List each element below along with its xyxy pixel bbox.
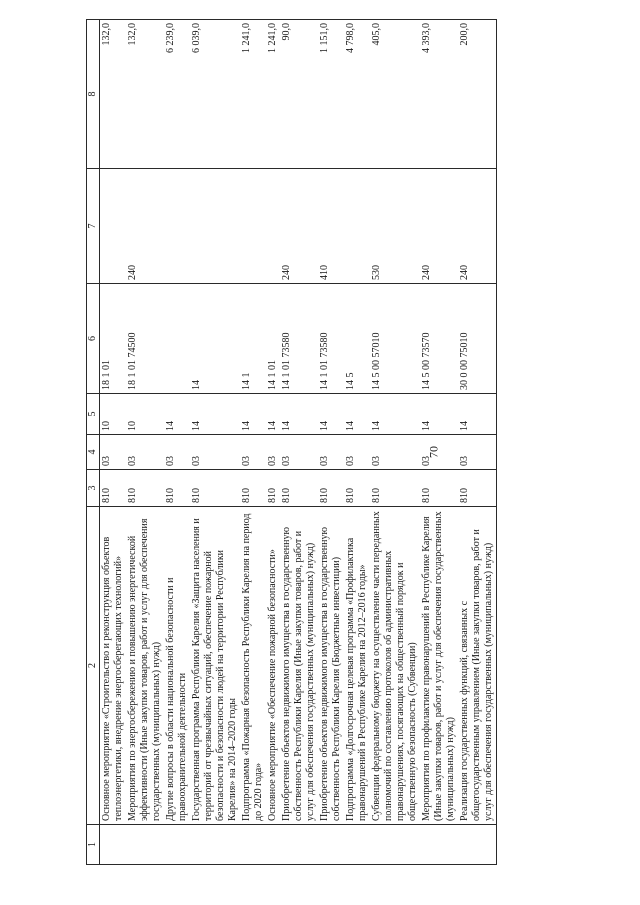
budget-table — [86, 19, 497, 865]
row-subsection-code-cell: 14 — [420, 394, 458, 435]
row-expense-type-cell: 240 — [420, 169, 458, 284]
row-ministry-code-cell: 810 — [420, 470, 458, 507]
row-target-article-cell: 14 1 01 73580 — [318, 284, 344, 394]
table-row — [458, 20, 497, 865]
table-row — [190, 20, 240, 865]
table-row — [164, 20, 190, 865]
row-target-article-cell: 14 1 01 — [266, 284, 280, 394]
row-section-code-cell: 03 — [280, 435, 318, 470]
row-amount-cell: 1 241,0 — [240, 20, 266, 169]
row-expense-type-cell: 530 — [370, 169, 420, 284]
row-target-article-cell: 18 1 01 — [100, 284, 127, 394]
row-expense-type-cell: 240 — [458, 169, 497, 284]
row-target-article-cell: 14 — [190, 284, 240, 394]
row-name-cell: Другие вопросы в области национальной безопасности и правоохранительной деятельности — [164, 507, 190, 825]
row-name-cell: Реализация государственных функций, связанных с общегосударственным управлением (Иные закупки товаров, работ и услуг для обеспечения государственных (муниципальных) нужд) — [458, 507, 497, 825]
row-target-article-cell — [164, 284, 190, 394]
row-subsection-code-cell: 14 — [164, 394, 190, 435]
row-section-code-cell: 03 — [126, 435, 164, 470]
table-row — [420, 20, 458, 865]
row-ministry-code-cell: 810 — [458, 470, 497, 507]
row-amount-cell: 4 393,0 — [420, 20, 458, 169]
row-target-article-cell: 14 5 00 73570 — [420, 284, 458, 394]
row-subsection-code-cell: 10 — [126, 394, 164, 435]
row-name-cell: Подпрограмма «Пожарная безопасность Республики Карелия на период до 2020 года» — [240, 507, 266, 825]
header-col-3: 3 — [87, 470, 100, 507]
row-section-code-cell: 03 — [190, 435, 240, 470]
row-number-cell — [240, 825, 266, 865]
row-name-cell: Подпрограмма «Долгосрочная целевая программа «Профилактика правонарушений в Республике Карелия на 2012–2016 годы» — [344, 507, 370, 825]
row-section-code-cell: 03 — [240, 435, 266, 470]
row-section-code-cell: 03 — [266, 435, 280, 470]
header-col-5: 5 — [87, 394, 100, 435]
row-expense-type-cell — [344, 169, 370, 284]
row-subsection-code-cell: 14 — [280, 394, 318, 435]
row-number-cell — [420, 825, 458, 865]
page-number: 70 — [426, 446, 441, 458]
row-number-cell — [100, 825, 127, 865]
table-header-row — [87, 20, 100, 865]
row-target-article-cell: 30 0 00 75010 — [458, 284, 497, 394]
row-section-code-cell: 03 — [344, 435, 370, 470]
budget-table-sheet — [86, 20, 626, 865]
row-name-cell: Мероприятия по профилактике правонарушений в Республике Карелия (Иные закупки товаров, работ и услуг для обеспечения государственных (муниципальных) нужд) — [420, 507, 458, 825]
row-target-article-cell: 14 5 00 57010 — [370, 284, 420, 394]
row-subsection-code-cell: 14 — [370, 394, 420, 435]
row-expense-type-cell: 240 — [126, 169, 164, 284]
row-amount-cell: 200,0 — [458, 20, 497, 169]
row-expense-type-cell — [164, 169, 190, 284]
row-number-cell — [126, 825, 164, 865]
row-number-cell — [280, 825, 318, 865]
row-ministry-code-cell: 810 — [126, 470, 164, 507]
row-target-article-cell: 14 5 — [344, 284, 370, 394]
row-subsection-code-cell: 14 — [266, 394, 280, 435]
header-col-4: 4 — [87, 435, 100, 470]
row-number-cell — [318, 825, 344, 865]
row-name-cell: Приобретение объектов недвижимого имущества в государственную собственность Республики Карелия (Бюджетные инвестиции) — [318, 507, 344, 825]
row-target-article-cell: 18 1 01 74500 — [126, 284, 164, 394]
row-ministry-code-cell: 810 — [266, 470, 280, 507]
row-name-cell: Субвенции федеральному бюджету на осуществление части переданных полномочий по составлению протоколов об административных правонарушениях, посягающих на общественный порядок и общественную безопасность (Субвенции) — [370, 507, 420, 825]
row-expense-type-cell: 240 — [280, 169, 318, 284]
row-amount-cell: 1 151,0 — [318, 20, 344, 169]
row-number-cell — [266, 825, 280, 865]
table-body — [100, 20, 497, 865]
row-expense-type-cell — [100, 169, 127, 284]
header-col-1: 1 — [87, 825, 100, 865]
row-ministry-code-cell: 810 — [164, 470, 190, 507]
row-section-code-cell: 03 — [164, 435, 190, 470]
row-number-cell — [344, 825, 370, 865]
row-subsection-code-cell: 14 — [190, 394, 240, 435]
row-ministry-code-cell: 810 — [190, 470, 240, 507]
row-expense-type-cell — [266, 169, 280, 284]
header-col-6: 6 — [87, 284, 100, 394]
row-section-code-cell: 03 — [100, 435, 127, 470]
table-row — [280, 20, 318, 865]
row-subsection-code-cell: 14 — [240, 394, 266, 435]
row-amount-cell: 1 241,0 — [266, 20, 280, 169]
row-target-article-cell: 14 1 — [240, 284, 266, 394]
row-section-code-cell: 03 — [458, 435, 497, 470]
row-subsection-code-cell: 14 — [318, 394, 344, 435]
row-number-cell — [370, 825, 420, 865]
row-number-cell — [458, 825, 497, 865]
row-expense-type-cell — [240, 169, 266, 284]
row-amount-cell: 4 798,0 — [344, 20, 370, 169]
table-row — [318, 20, 344, 865]
row-ministry-code-cell: 810 — [318, 470, 344, 507]
row-name-cell: Основное мероприятие «Строительство и реконструкция объектов теплоэнергетики, внедрение энергосберегающих технологий» — [100, 507, 127, 825]
header-col-2: 2 — [87, 507, 100, 825]
row-name-cell: Мероприятия по энергосбережению и повышению энергетической эффективности (Иные закупки товаров, работ и услуг для обеспечения государственных (муниципальных) нужд) — [126, 507, 164, 825]
row-section-code-cell: 03 — [370, 435, 420, 470]
row-amount-cell: 6 039,0 — [190, 20, 240, 169]
table-row — [126, 20, 164, 865]
row-ministry-code-cell: 810 — [370, 470, 420, 507]
row-subsection-code-cell: 10 — [100, 394, 127, 435]
row-expense-type-cell: 410 — [318, 169, 344, 284]
header-col-7: 7 — [87, 169, 100, 284]
row-ministry-code-cell: 810 — [240, 470, 266, 507]
row-expense-type-cell — [190, 169, 240, 284]
table-row — [100, 20, 127, 865]
row-amount-cell: 6 239,0 — [164, 20, 190, 169]
row-section-code-cell: 03 — [318, 435, 344, 470]
row-section-code-cell: 03 — [420, 435, 458, 470]
table-row — [370, 20, 420, 865]
row-ministry-code-cell: 810 — [280, 470, 318, 507]
row-amount-cell: 132,0 — [100, 20, 127, 169]
row-subsection-code-cell: 14 — [458, 394, 497, 435]
row-name-cell: Государственная программа Республики Карелия «Защита населения и территорий от чрезвычайных ситуаций, обеспечение пожарной безопасности и безопасности людей на территории Республики Карелия» на 2014–2020 годы — [190, 507, 240, 825]
row-subsection-code-cell: 14 — [344, 394, 370, 435]
header-col-8: 8 — [87, 20, 100, 169]
row-ministry-code-cell: 810 — [100, 470, 127, 507]
row-name-cell: Основное мероприятие «Обеспечение пожарной безопасности» — [266, 507, 280, 825]
row-target-article-cell: 14 1 01 73580 — [280, 284, 318, 394]
table-row — [240, 20, 266, 865]
row-number-cell — [190, 825, 240, 865]
row-name-cell: Приобретение объектов недвижимого имущества в государственную собственность Республики Карелия (Иные закупки товаров, работ и услуг для обеспечения государственных (муниципальных) нужд) — [280, 507, 318, 825]
table-row — [344, 20, 370, 865]
row-amount-cell: 132,0 — [126, 20, 164, 169]
row-ministry-code-cell: 810 — [344, 470, 370, 507]
table-row — [266, 20, 280, 865]
row-number-cell — [164, 825, 190, 865]
row-amount-cell: 405,0 — [370, 20, 420, 169]
row-amount-cell: 90,0 — [280, 20, 318, 169]
